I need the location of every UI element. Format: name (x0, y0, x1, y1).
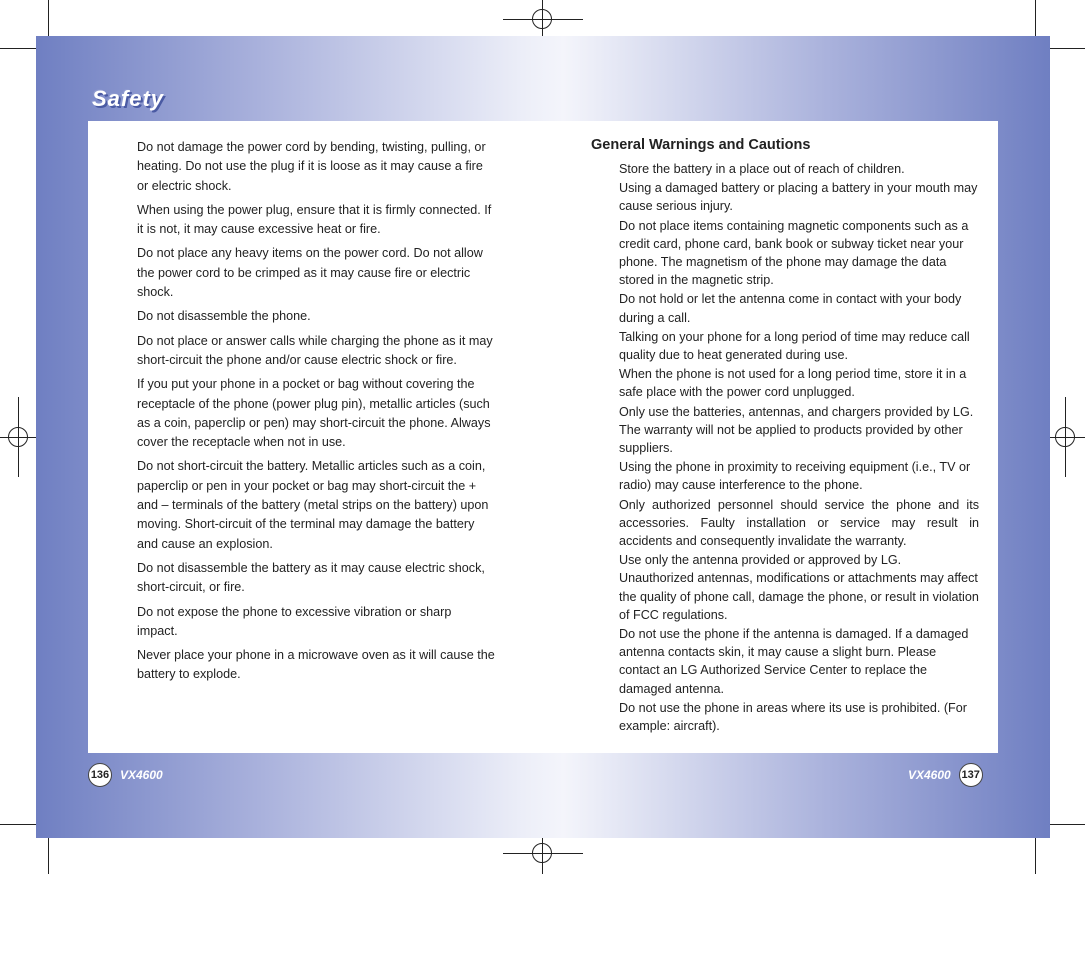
crop-mark (1035, 0, 1036, 36)
paragraph: Do not place any heavy items on the power cord. Do not allow the power cord to be crimped as it may cause fire or electric shock. (137, 246, 483, 300)
crop-mark (0, 48, 36, 49)
paragraph: Do not expose the phone to excessive vibration or sharp impact. (137, 604, 452, 638)
crop-mark (48, 838, 49, 874)
registration-mark (1055, 427, 1075, 447)
paragraph: Do not disassemble the battery as it may cause electric shock, short-circuit, or fire. (137, 560, 485, 595)
paragraph: When using the power plug, ensure that it is firmly connected. If it is not, it may cause excessive heat or fire. (137, 202, 492, 237)
right-column (619, 160, 979, 736)
paragraph: Only use the batteries, antennas, and chargers provided by LG. The warranty will not be applied to products provided by other suppliers. (619, 404, 974, 456)
registration-mark (532, 843, 552, 863)
paragraph: Do not short-circuit the battery. Metallic articles such as a coin, paperclip or pen in your pocket or bag may short-circuit the + and – terminals of the battery (metal strips on the battery) upon moving. Short-circuit of the terminal may damage the battery and cause an explosion. (137, 459, 489, 551)
paragraph: Store the battery in a place out of reach of children. (619, 162, 905, 176)
model-name: VX4600 (120, 768, 163, 782)
footer-right (908, 763, 983, 787)
paragraph: Do not use the phone in areas where its use is prohibited. (For example: aircraft). (619, 700, 967, 734)
crop-mark (1035, 838, 1036, 874)
page-number: 137 (959, 763, 983, 787)
paragraph: Using the phone in proximity to receiving equipment (i.e., TV or radio) may cause interference to the phone. (619, 460, 971, 493)
paragraph: If you put your phone in a pocket or bag without covering the receptacle of the phone (power plug pin), metallic articles (such as a coin, paperclip or pen) may short-circuit the phone. Always cover the receptacle when not in use. (137, 377, 491, 450)
paragraph: Do not hold or let the antenna come in contact with your body during a call. (619, 292, 962, 325)
model-name: VX4600 (908, 768, 951, 782)
paragraph: Do not damage the power cord by bending, twisting, pulling, or heating. Do not use the plug if it is loose as it may cause a fire or electric shock. (137, 140, 486, 193)
crop-mark (0, 824, 36, 825)
paragraph: Only authorized personnel should service the phone and its accessories. Faulty installation or service may result in accidents and consequently invalidate the warranty. (619, 497, 979, 549)
crop-mark (1049, 824, 1085, 825)
page-title: Safety (92, 86, 165, 111)
paragraph: Talking on your phone for a long period of time may reduce call quality due to heat generated during use. (619, 329, 970, 363)
paragraph: Using a damaged battery or placing a battery in your mouth may cause serious injury. (619, 181, 978, 214)
paragraph: Do not use the phone if the antenna is damaged. If a damaged antenna contacts skin, it may cause a slight burn. Please contact an LG Authorized Service Center to replace the damaged antenna. (619, 627, 969, 696)
paragraph: Do not place items containing magnetic components such as a credit card, phone card, bank book or subway ticket near your phone. The magnetism of the phone may damage the data stored in the magnetic strip. (619, 218, 969, 288)
registration-mark (8, 427, 28, 447)
crop-mark (48, 0, 49, 36)
paragraph: Do not disassemble the phone. (137, 309, 311, 324)
registration-mark (532, 9, 552, 29)
section-heading: General Warnings and Cautions (591, 137, 811, 153)
paragraph: Never place your phone in a microwave oven as it will cause the battery to explode. (137, 648, 495, 682)
paragraph: Do not place or answer calls while charging the phone as it may short-circuit the phone and/or cause electric shock or fire. (137, 333, 493, 367)
footer-left (88, 763, 163, 787)
crop-mark (1049, 48, 1085, 49)
left-column (137, 138, 495, 690)
paragraph: Use only the antenna provided or approved by LG. Unauthorized antennas, modifications or attachments may affect the quality of phone call, damage the phone, or result in violation of FCC regulations. (619, 553, 979, 622)
paragraph: When the phone is not used for a long period time, store it in a safe place with the power cord unplugged. (619, 367, 967, 400)
page-number: 136 (88, 763, 112, 787)
